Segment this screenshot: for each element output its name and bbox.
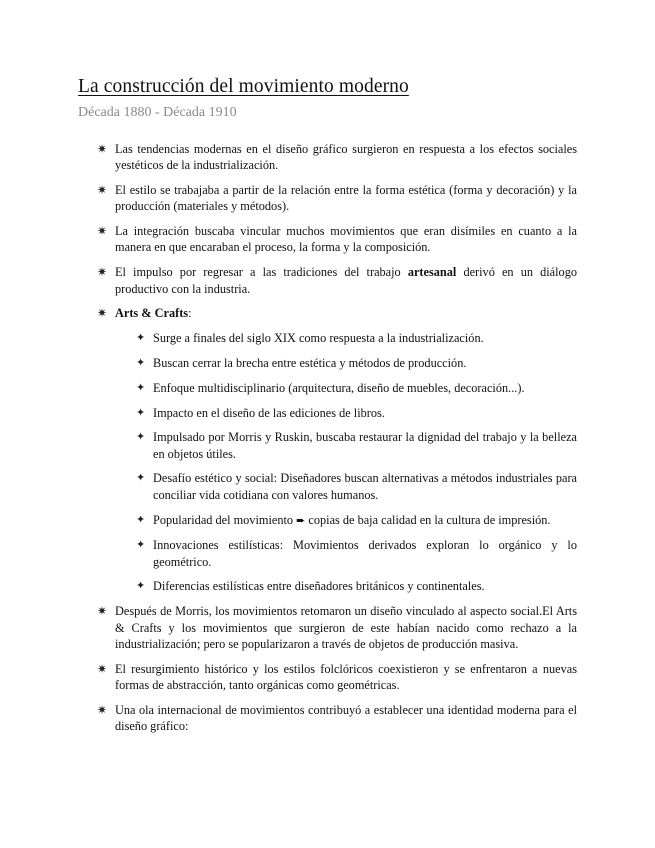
list-item-arts-crafts (97, 305, 577, 594)
four-point-star-icon: ✦ (136, 539, 146, 552)
four-point-star-icon: ✦ (136, 431, 146, 444)
list-item-text-post: derivó en un diálogo productivo con la industria. (115, 265, 577, 296)
list-item (97, 141, 577, 174)
page-title: La construcción del movimiento moderno (78, 76, 409, 97)
sub-list-item (136, 578, 577, 594)
sub-list-item (136, 380, 577, 396)
sub-list-item-text: Enfoque multidisciplinario (arquitectura, diseño de muebles, decoración...). (153, 380, 525, 395)
sub-list-item (136, 405, 577, 421)
sub-list-item (136, 429, 577, 462)
list-item-text: El resurgimiento histórico y los estilos folclóricos coexistieron y se enfrentaron a nuevas formas de abstracción, tanto orgánicas como geométricas. (115, 661, 577, 692)
sub-list-item (136, 355, 577, 371)
asterisk-bullet-icon: ✷ (97, 306, 108, 321)
sub-list-item (136, 512, 577, 529)
section-heading-colon: : (188, 306, 192, 321)
four-point-star-icon: ✦ (136, 580, 146, 593)
four-point-star-icon: ✦ (136, 332, 146, 345)
sub-list-item-text: Surge a finales del siglo XIX como respuesta a la industrialización. (153, 331, 484, 346)
right-arrow-icon: ➨ (296, 514, 306, 527)
asterisk-bullet-icon: ✷ (97, 661, 108, 676)
list-item (97, 182, 577, 215)
list-item-text: Después de Morris, los movimientos retomaron un diseño vinculado al aspecto social.El Arts & Crafts y los movimientos que surgieron de este habían nacido como rechazo a la industrialización; pero se popularizaron a través de objetos de producción masiva. (115, 604, 577, 651)
four-point-star-icon: ✦ (136, 472, 146, 485)
sub-list-item (136, 470, 577, 503)
list-item-text-pre: El impulso por regresar a las tradiciones del trabajo (115, 265, 408, 280)
asterisk-bullet-icon: ✷ (97, 265, 108, 280)
sub-list-item-text: Diferencias estilísticas entre diseñadores británicos y continentales. (153, 579, 485, 594)
sub-list-item (136, 330, 577, 346)
four-point-star-icon: ✦ (136, 513, 146, 526)
asterisk-bullet-icon: ✷ (97, 604, 108, 619)
asterisk-bullet-icon: ✷ (97, 142, 108, 156)
list-item-text: El estilo se trabajaba a partir de la relación entre la forma estética (forma y decoración) y la producción (materiales y métodos). (115, 183, 577, 214)
bullet-list (0, 141, 655, 743)
list-item-bold-text: artesanal (407, 265, 457, 280)
sub-list-item-text: Impacto en el diseño de las ediciones de libros. (153, 405, 385, 420)
list-item-text: Las tendencias modernas en el diseño gráfico surgieron en respuesta a los efectos sociales yestéticos de la industrialización. (115, 142, 577, 173)
page-subtitle: Década 1880 - Década 1910 (78, 105, 237, 120)
list-item (97, 603, 577, 652)
sub-list-item-text: Impulsado por Morris y Ruskin, buscaba restaurar la dignidad del trabajo y la belleza en objetos útiles. (153, 430, 577, 461)
sub-list-item-text: Innovaciones estilísticas: Movimientos derivados exploran lo orgánico y lo geométrico. (153, 538, 577, 569)
section-heading: Arts & Crafts (115, 306, 189, 321)
list-item (97, 661, 577, 694)
list-item (97, 702, 577, 735)
four-point-star-icon: ✦ (136, 381, 146, 394)
sub-list-item (136, 537, 577, 570)
asterisk-bullet-icon: ✷ (97, 224, 108, 239)
sub-bullet-list (115, 330, 577, 595)
four-point-star-icon: ✦ (136, 406, 146, 419)
list-item (97, 223, 577, 256)
list-item (97, 264, 577, 297)
four-point-star-icon: ✦ (136, 356, 146, 369)
asterisk-bullet-icon: ✷ (97, 183, 108, 198)
sub-list-item-text-post: copias de baja calidad en la cultura de impresión. (305, 512, 551, 527)
list-item-text: Una ola internacional de movimientos contribuyó a establecer una identidad moderna para el diseño gráfico: (115, 702, 577, 734)
list-item-text: La integración buscaba vincular muchos movimientos que eran disímiles en cuanto a la manera en que encaraban el proceso, la forma y la composición. (115, 224, 577, 255)
sub-list-item-text: Desafío estético y social: Diseñadores buscan alternativas a métodos industriales para conciliar vida cotidiana con valores humanos. (153, 471, 577, 502)
sub-list-item-text-pre: Popularidad del movimiento (153, 512, 297, 527)
asterisk-bullet-icon: ✷ (97, 702, 108, 717)
sub-list-item-text: Buscan cerrar la brecha entre estética y métodos de producción. (153, 355, 467, 370)
